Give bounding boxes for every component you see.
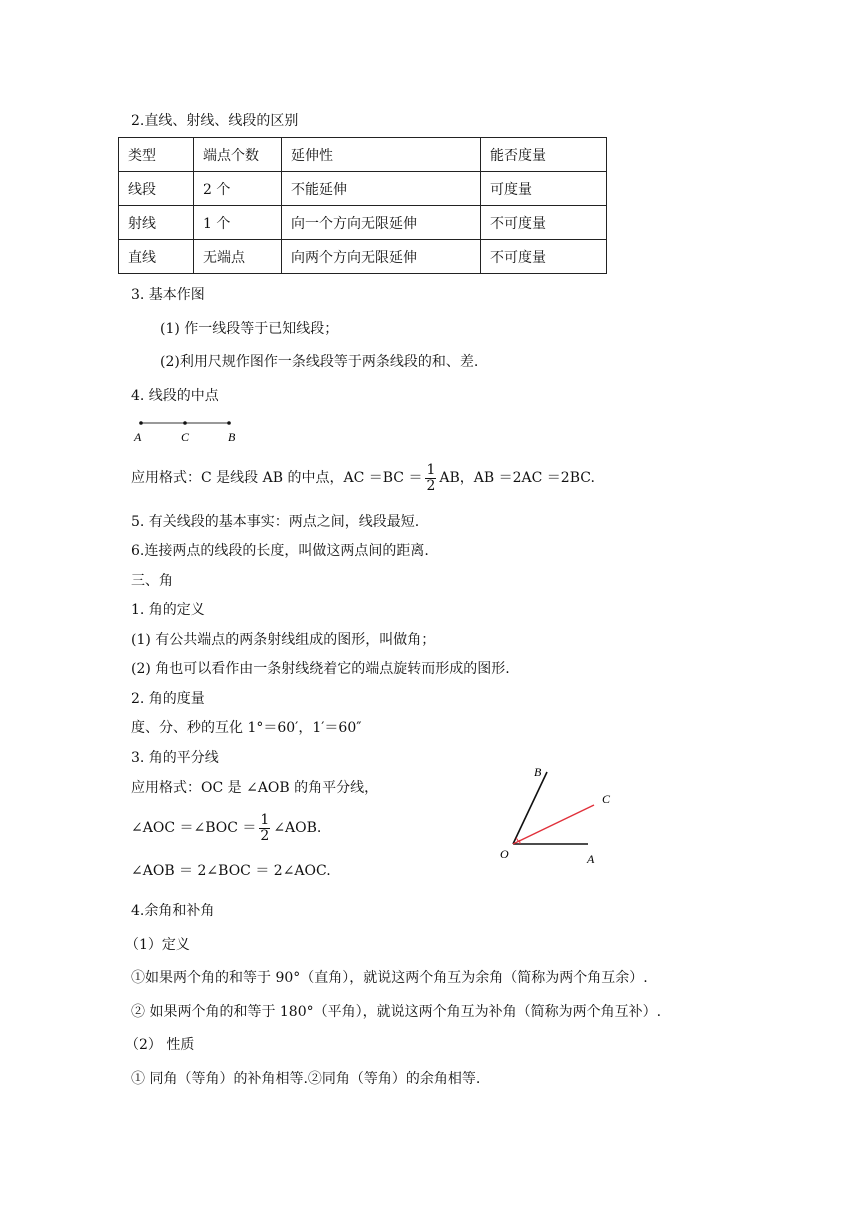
table-header-cell: 延伸性 — [282, 138, 481, 172]
label-o: O — [500, 847, 509, 861]
angle-measure-text: 度、分、秒的互化 1°＝60′，1′＝60″ — [131, 720, 362, 736]
table-header-row — [119, 138, 607, 172]
half-fraction — [425, 463, 436, 494]
table-cell: 向两个方向无限延伸 — [282, 240, 481, 274]
section-title-line-types: 2.直线、射线、线段的区别 — [131, 113, 299, 129]
bisector-formula-tail: ∠AOB. — [273, 820, 322, 836]
comp-supp-property-title: （2） 性质 — [125, 1037, 195, 1053]
table-cell: 线段 — [119, 172, 194, 206]
line-comparison-table — [118, 137, 607, 274]
section-title-midpoint: 4. 线段的中点 — [131, 388, 219, 404]
complementary-definition: ①如果两个角的和等于 90°（直角），就说这两个角互为余角（简称为两个角互余）. — [131, 970, 648, 986]
table-cell: 2 个 — [194, 172, 282, 206]
fact-shortest-segment: 5. 有关线段的基本事实：两点之间，线段最短. — [131, 514, 420, 530]
table-header-cell: 端点个数 — [194, 138, 282, 172]
ray-ob — [513, 772, 547, 844]
point-b — [227, 421, 231, 425]
fraction-denominator: 2 — [260, 827, 270, 844]
bisector-line-1: 应用格式：OC 是 ∠AOB 的角平分线， — [131, 780, 379, 796]
midpoint-formula-tail: AB，AB ＝2AC ＝2BC. — [439, 470, 595, 486]
ray-oc-bisector — [513, 805, 594, 844]
segment-midpoint-figure — [128, 415, 248, 447]
point-a — [139, 421, 143, 425]
supplementary-definition: ② 如果两个角的和等于 180°（平角），就说这两个角互为补角（简称为两个角互补）. — [131, 1004, 662, 1020]
table-cell: 向一个方向无限延伸 — [282, 206, 481, 240]
table-row — [119, 206, 607, 240]
point-c — [183, 421, 187, 425]
fraction-numerator: 1 — [260, 811, 270, 828]
fraction-numerator: 1 — [426, 461, 436, 478]
angle-definition-title: 1. 角的定义 — [131, 602, 205, 618]
angle-arc — [516, 838, 518, 841]
table-header-cell: 类型 — [119, 138, 194, 172]
bisector-line-2 — [131, 808, 321, 848]
half-fraction — [259, 813, 270, 844]
fraction-denominator: 2 — [426, 477, 436, 494]
table-row — [119, 172, 607, 206]
bisector-line-3: ∠AOB ＝ 2∠BOC ＝ 2∠AOC. — [131, 863, 331, 879]
table-row — [119, 240, 607, 274]
table-cell: 不能延伸 — [282, 172, 481, 206]
part-title-angle: 三、角 — [131, 573, 173, 589]
midpoint-formula — [131, 458, 595, 498]
angle-bisector-title: 3. 角的平分线 — [131, 750, 219, 766]
construction-item-1: (1) 作一线段等于已知线段； — [160, 321, 339, 337]
table-header-cell: 能否度量 — [481, 138, 607, 172]
comp-supp-title: 4.余角和补角 — [131, 903, 215, 919]
label-c: C — [602, 792, 611, 806]
label-a: A — [587, 852, 595, 866]
table-cell: 无端点 — [194, 240, 282, 274]
angle-bisector-figure — [492, 760, 632, 870]
angle-measure-title: 2. 角的度量 — [131, 691, 205, 707]
comp-supp-property: ① 同角（等角）的补角相等.②同角（等角）的余角相等. — [131, 1071, 481, 1087]
label-c: C — [181, 430, 190, 444]
fact-distance: 6.连接两点的线段的长度，叫做这两点间的距离. — [131, 543, 429, 559]
comp-supp-definition-title: （1）定义 — [125, 937, 190, 953]
label-a: A — [134, 430, 142, 444]
construction-item-2: (2)利用尺规作图作一条线段等于两条线段的和、差. — [160, 354, 479, 370]
label-b: B — [534, 765, 542, 779]
section-title-basic-construction: 3. 基本作图 — [131, 287, 205, 303]
table-cell: 不可度量 — [481, 206, 607, 240]
table-cell: 直线 — [119, 240, 194, 274]
label-b: B — [228, 430, 236, 444]
table-cell: 1 个 — [194, 206, 282, 240]
bisector-formula-text: ∠AOC ＝∠BOC ＝ — [131, 820, 257, 836]
table-cell: 射线 — [119, 206, 194, 240]
angle-definition-2: (2) 角也可以看作由一条射线绕着它的端点旋转而形成的图形. — [131, 661, 510, 677]
midpoint-formula-text: 应用格式：C 是线段 AB 的中点，AC ＝BC ＝ — [131, 470, 423, 486]
table-cell: 可度量 — [481, 172, 607, 206]
table-cell: 不可度量 — [481, 240, 607, 274]
angle-definition-1: (1) 有公共端点的两条射线组成的图形，叫做角； — [131, 632, 436, 648]
